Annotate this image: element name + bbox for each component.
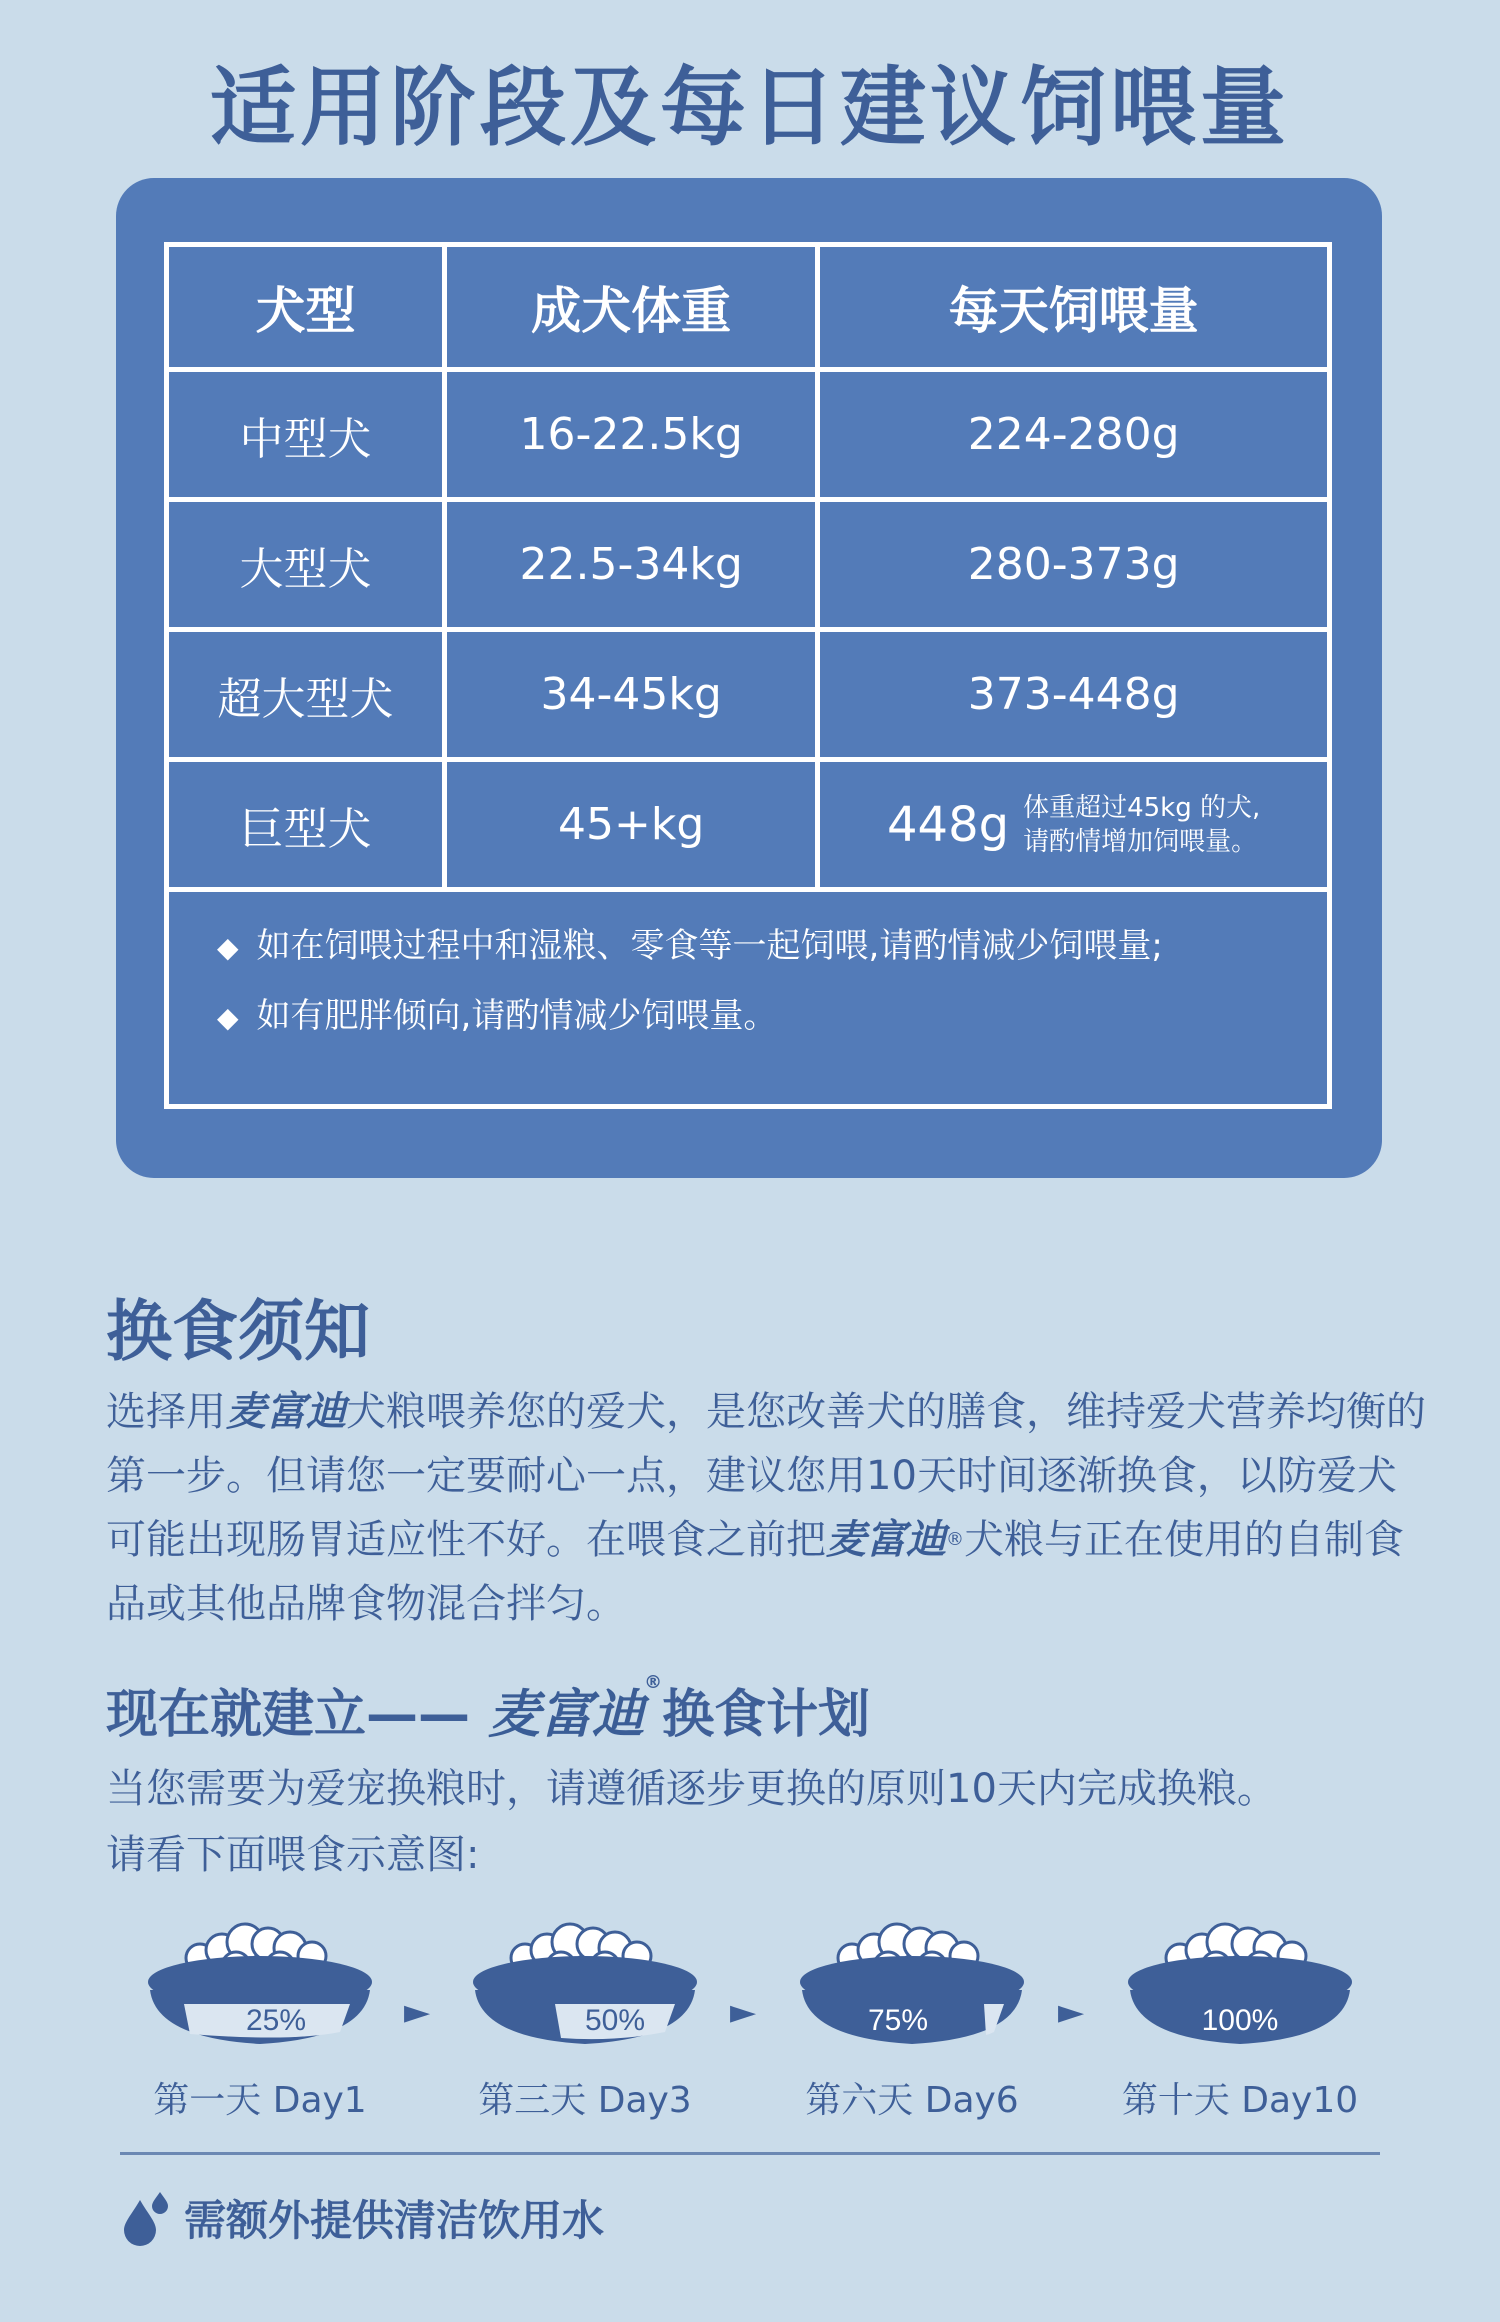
note-item xyxy=(217,982,1327,1052)
amount-note-line: 体重超过45kg 的犬, xyxy=(1023,792,1261,823)
header-adult-weight: 成犬体重 xyxy=(445,245,818,370)
step-percent: 25% xyxy=(245,2004,307,2037)
step-percent: 75% xyxy=(867,2004,929,2037)
bowl-icon xyxy=(140,1920,380,2060)
paragraph-text: 选择用 xyxy=(106,1389,226,1435)
brand-name: 麦富迪 xyxy=(226,1389,346,1435)
amount-value: 448g xyxy=(886,796,1010,853)
cell-amount xyxy=(818,760,1330,890)
arrow-right-icon: ► xyxy=(730,1992,757,2032)
cell-dog-type: 大型犬 xyxy=(167,500,445,630)
table-row xyxy=(167,630,1330,760)
cell-dog-type: 超大型犬 xyxy=(167,630,445,760)
step-day1 xyxy=(140,1920,380,2123)
note-item xyxy=(217,912,1327,982)
step-day6 xyxy=(792,1920,1032,2123)
feeding-card xyxy=(116,178,1382,1178)
feeding-steps xyxy=(140,1920,1380,2140)
brand-name: 麦富迪 xyxy=(488,1685,645,1745)
registered-mark: ® xyxy=(644,1672,663,1693)
amount-note-line: 请酌情增加饲喂量。 xyxy=(1023,826,1258,857)
water-text: 需额外提供清洁饮用水 xyxy=(184,2196,605,2245)
plan-subtitle xyxy=(106,1756,1277,1888)
header-daily-amount: 每天饲喂量 xyxy=(818,245,1330,370)
registered-mark: ® xyxy=(946,1529,964,1550)
arrow-right-icon: ► xyxy=(404,1992,431,2032)
cell-amount: 224-280g xyxy=(818,370,1330,500)
notes-row xyxy=(167,890,1330,1107)
cell-weight: 16-22.5kg xyxy=(445,370,818,500)
plan-title xyxy=(106,1672,870,1747)
cell-dog-type: 巨型犬 xyxy=(167,760,445,890)
cell-weight: 45+kg xyxy=(445,760,818,890)
step-percent: 50% xyxy=(584,2004,646,2037)
cell-dog-type: 中型犬 xyxy=(167,370,445,500)
paragraph-text: 犬粮与正在使用的自制食品或其他品牌食物混合拌匀。 xyxy=(106,1517,1404,1627)
step-percent: 100% xyxy=(1201,2004,1279,2037)
amount-note xyxy=(1023,791,1260,859)
plan-title-suffix: 换食计划 xyxy=(662,1685,871,1745)
bowl-icon xyxy=(465,1920,705,2060)
brand-name: 麦富迪 xyxy=(826,1517,946,1563)
cell-weight: 22.5-34kg xyxy=(445,500,818,630)
bowl-icon xyxy=(792,1920,1032,2060)
plan-subtitle-line: 请看下面喂食示意图: xyxy=(106,1832,480,1878)
step-day3 xyxy=(465,1920,705,2123)
bowl-icon xyxy=(1120,1920,1360,2060)
step-label: 第一天 Day1 xyxy=(153,2080,367,2121)
step-label: 第三天 Day3 xyxy=(478,2080,692,2121)
divider xyxy=(120,2152,1380,2155)
notes-cell xyxy=(167,890,1330,1107)
diamond-icon: ◆ xyxy=(217,931,239,964)
header-dog-type: 犬型 xyxy=(167,245,445,370)
table-row xyxy=(167,500,1330,630)
table-row xyxy=(167,760,1330,890)
table-row xyxy=(167,370,1330,500)
section-title-switching: 换食须知 xyxy=(106,1293,370,1370)
water-drop-icon xyxy=(122,2190,170,2246)
table-header-row xyxy=(167,245,1330,370)
note-text: 如在饲喂过程中和湿粮、零食等一起饲喂,请酌情减少饲喂量; xyxy=(256,926,1163,966)
feeding-table xyxy=(164,242,1332,1109)
arrow-right-icon: ► xyxy=(1058,1992,1085,2032)
cell-amount: 280-373g xyxy=(818,500,1330,630)
plan-subtitle-line: 当您需要为爱宠换粮时，请遵循逐步更换的原则10天内完成换粮。 xyxy=(106,1766,1277,1812)
step-label: 第十天 Day10 xyxy=(1121,2080,1359,2121)
step-day10 xyxy=(1120,1920,1360,2123)
cell-weight: 34-45kg xyxy=(445,630,818,760)
plan-title-prefix: 现在就建立—— xyxy=(106,1685,489,1745)
step-label: 第六天 Day6 xyxy=(805,2080,1019,2121)
switching-paragraph xyxy=(106,1380,1426,1636)
paragraph-text: 犬粮喂养您的爱犬，是您改善犬的膳食，维持爱犬营养均衡的第一步。但请您一定要耐心一点，建议您用10天时间逐渐换食，以防爱犬可能出现肠胃适应性不好。在喂食之前把 xyxy=(106,1389,1426,1563)
note-text: 如有肥胖倾向,请酌情减少饲喂量。 xyxy=(256,996,778,1036)
page-title: 适用阶段及每日建议饲喂量 xyxy=(210,58,1290,158)
cell-amount: 373-448g xyxy=(818,630,1330,760)
diamond-icon: ◆ xyxy=(217,1001,239,1034)
water-notice xyxy=(122,2188,604,2248)
